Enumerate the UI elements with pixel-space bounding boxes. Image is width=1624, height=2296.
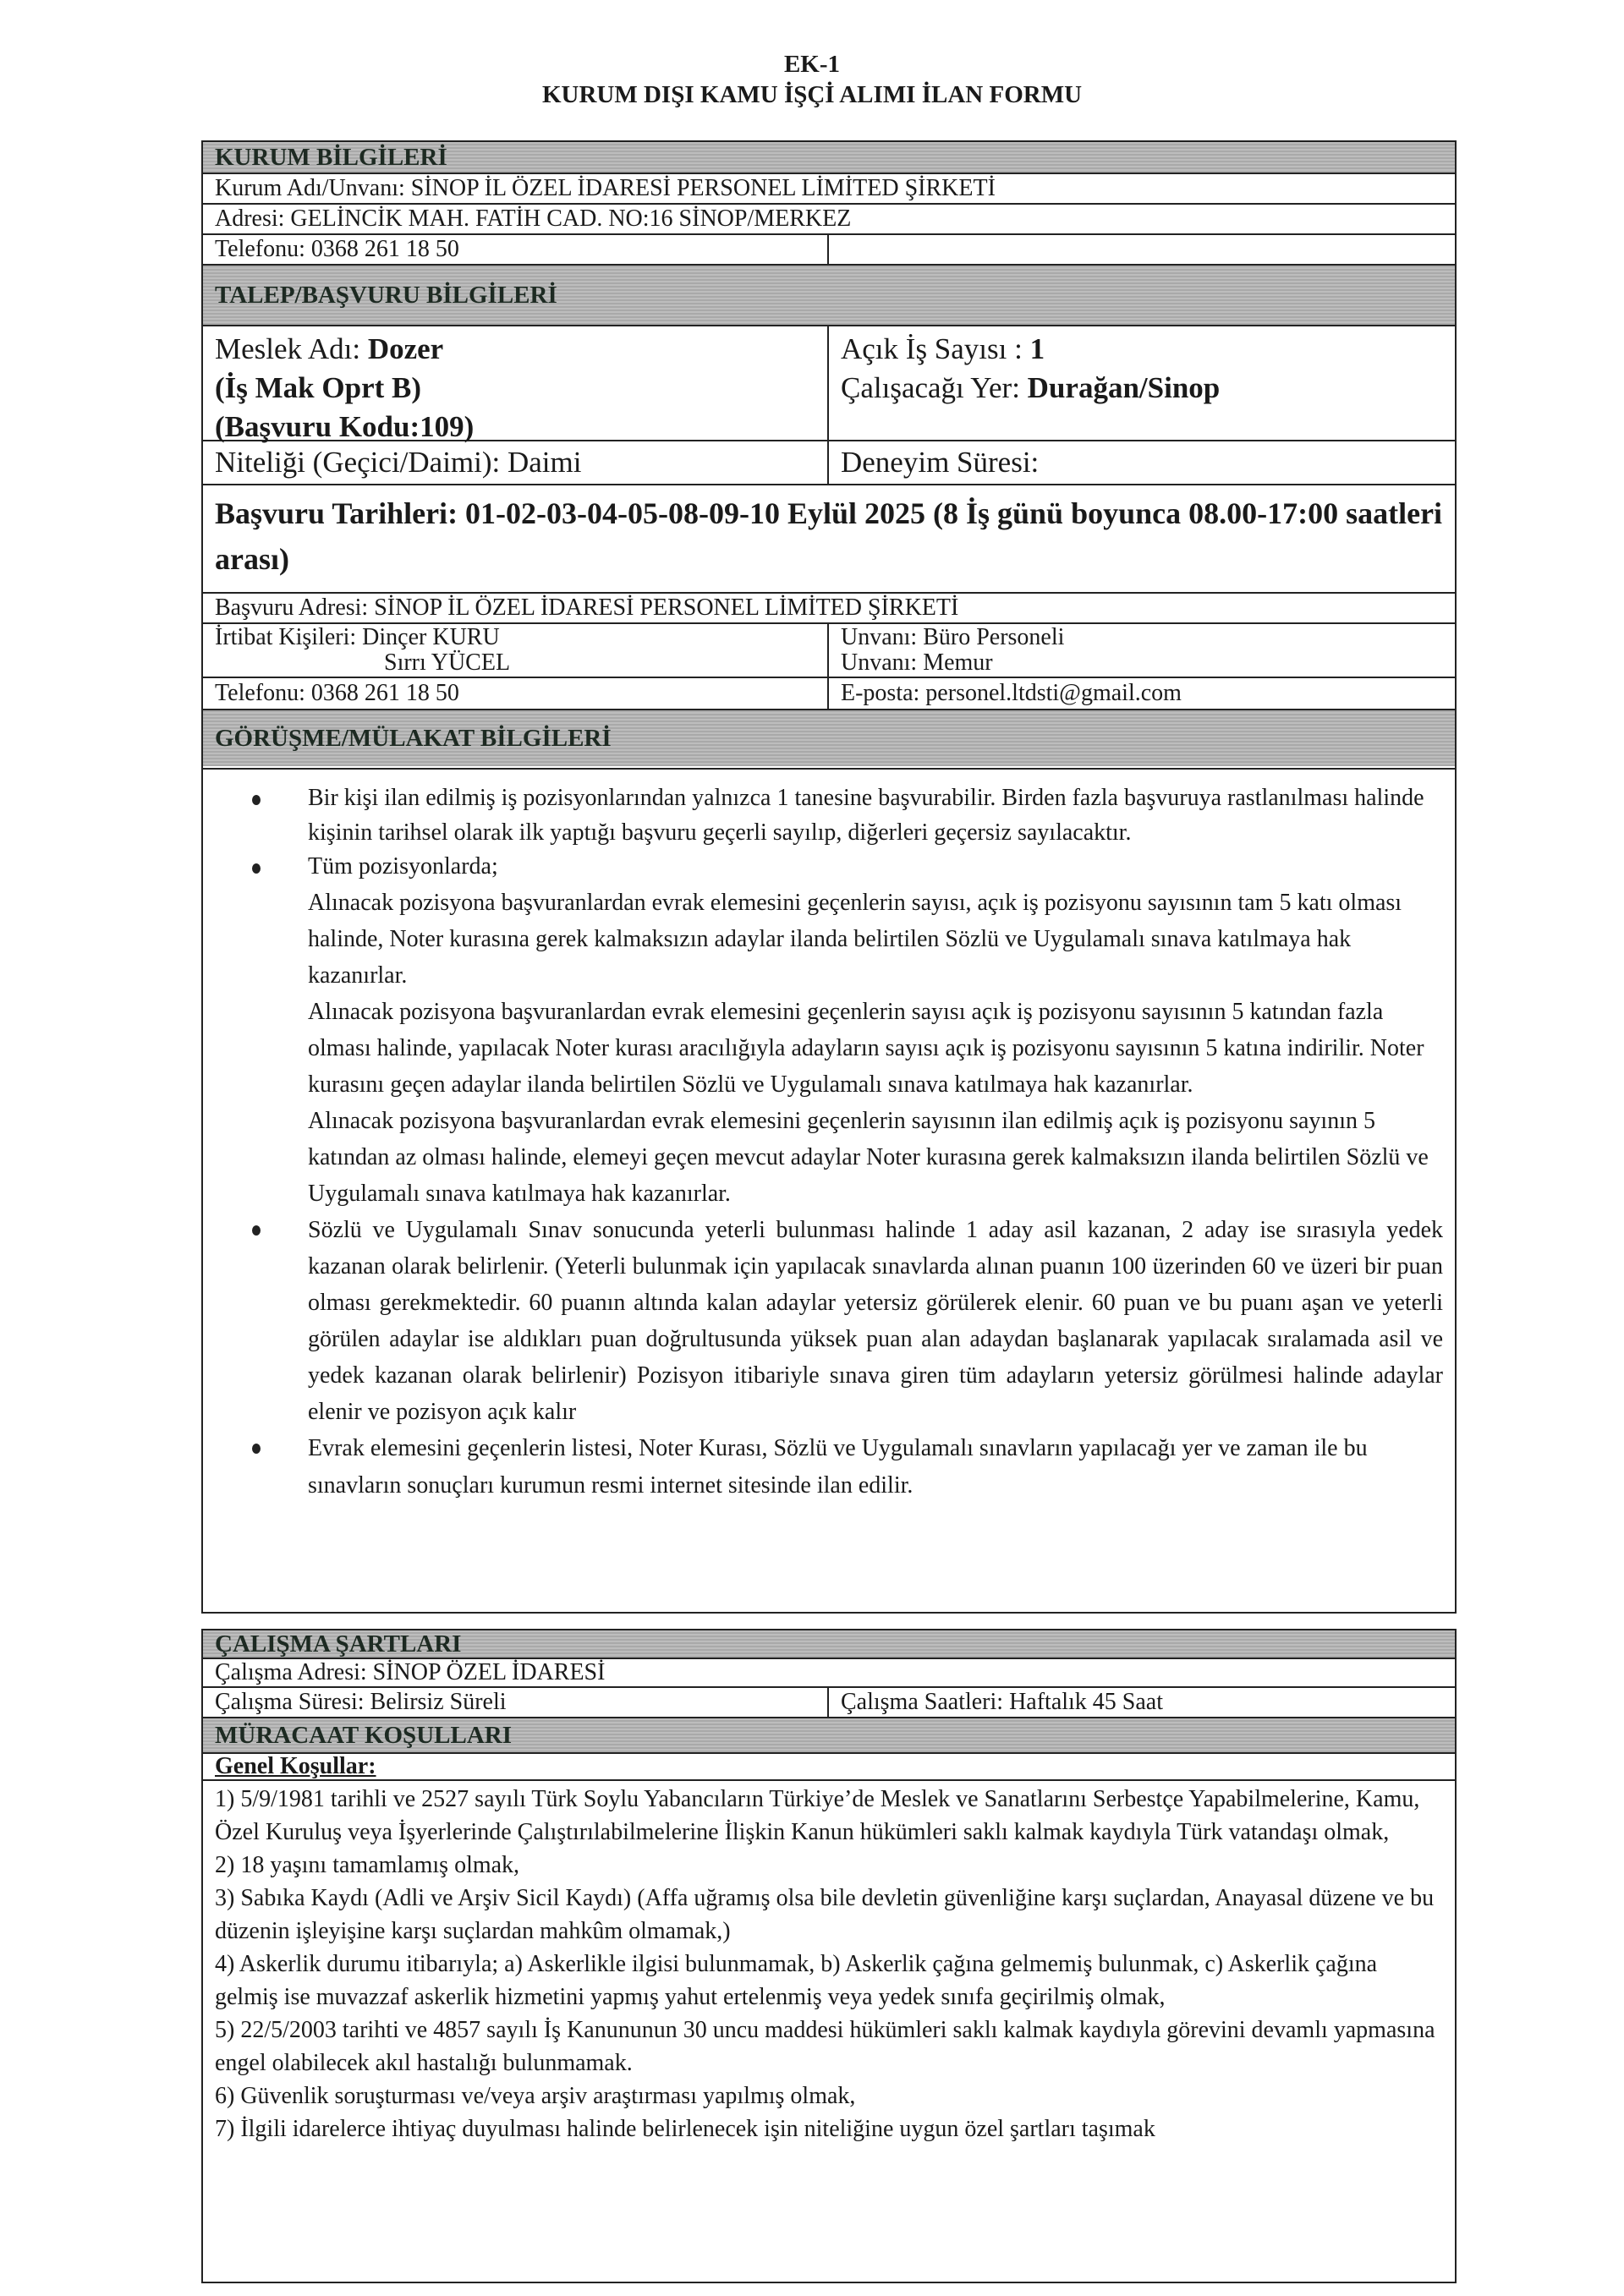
calisacagi-yer [841,369,1220,408]
condition-item: 7) İlgili idarelerce ihtiyaç duyulması halinde belirlenecek işin niteliğine uygun özel şartları taşımak [215,2116,1155,2142]
kurum-name [203,174,1455,205]
meslek-detail: (İş Mak Oprt B) [215,371,422,404]
paragraph: Alınacak pozisyona başvuranlardan evrak elemesini geçenlerin sayısı açık iş pozisyonu sayısının 5 katından fazla olması halinde, yapılacak Noter kurası aracılığıyla adayların sayısı açık iş pozisyonu sayısının 5 katına indirilir. Noter kurasını geçen adaylar ilanda belirtilen Sözlü ve Uygulamalı sınava katılmaya hak kazanırlar. [308,998,1424,1098]
basvuru-adresi-row [203,594,1455,624]
bullet-text: Evrak elemesini geçenlerin listesi, Noter Kurası, Sözlü ve Uygulamalı sınavların yapılacağı yer ve zaman ile bu sınavların sonuçları kurumun resmi internet sitesinde ilan edilir. [308,1434,1368,1499]
kurum-heading-text: KURUM BİLGİLERİ [215,143,447,171]
kurum-phone-row [203,235,1455,266]
meslek-row [203,326,1455,441]
deneyim-suresi: Deneyim Süresi: [841,446,1040,479]
yer-value: Durağan/Sinop [1027,371,1221,404]
form-code: EK-1 [783,51,841,78]
genel-kosullar-row [203,1754,1455,1779]
meslek-name [215,330,815,369]
kurum-name-text: Kurum Adı/Unvanı: SİNOP İL ÖZEL İDARESİ PERSONEL LİMİTED ŞİRKETİ [215,175,996,201]
paragraph: Alınacak pozisyona başvuranlardan evrak elemesini geçenlerin sayısı, açık iş pozisyonu sayısının tam 5 katı olması halinde, Noter kurasına gerek kalmaksızın adaylar ilanda belirtilen Sözlü ve Uygulamalı sınava katılmaya hak kazanırlar. [308,889,1402,989]
list-item [308,1212,1443,1430]
bullet-text: Bir kişi ilan edilmiş iş pozisyonlarından yalnızca 1 tanesine başvurabilir. Birden fazla başvuruya rastlanılması halinde kişinin tarihsel olarak ilk yaptığı başvuru geçerli sayılıp, diğerleri geçersiz sayılacaktır. [308,785,1424,846]
list-item [308,850,1443,1212]
kurum-phone: Telefonu: 0368 261 18 50 [215,236,459,262]
list-item [308,1430,1443,1504]
list-item [308,781,1443,850]
contact-row [203,678,1455,710]
calisma-saatleri: Çalışma Saatleri: Haftalık 45 Saat [841,1689,1164,1715]
unvan-1: Unvanı: Büro Personeli [841,624,1065,650]
talep-heading-text: TALEP/BAŞVURU BİLGİLERİ [215,281,557,309]
contact-phone: Telefonu: 0368 261 18 50 [215,680,459,706]
irtibat-kisi-2: Sırrı YÜCEL [384,649,511,676]
calisma-muracaat-table [201,1629,1457,2283]
kurum-heading [203,142,1455,174]
basvuru-adresi: Başvuru Adresi: SİNOP İL ÖZEL İDARESİ PERSONEL LİMİTED ŞİRKETİ [215,595,959,621]
calisma-adres-row [203,1659,1455,1688]
calisma-suresi: Çalışma Süresi: Belirsiz Süreli [215,1689,507,1715]
acik-value: 1 [1029,332,1045,365]
bullet-icon [252,1225,261,1236]
condition-item: 2) 18 yaşını tamamlamış olmak, [215,1852,520,1878]
kurum-talep-table [201,140,1457,770]
conditions-list [203,1779,1455,2152]
condition-item: 4) Askerlik durumu itibarıyla; a) Askerlikle ilgisi bulunmamak, b) Askerlik çağına gelmemiş bulunmak, c) Askerlik çağına gelmiş ise muvazzaf askerlik hizmetini yapmış yahut ertelenmiş veya yedek sınıfa geçirilmiş olmak, [215,1951,1378,2010]
talep-heading [203,266,1455,326]
calisma-heading-text: ÇALIŞMA ŞARTLARI [215,1630,462,1658]
acik-label: Açık İş Sayısı : [841,332,1030,365]
bullet-icon [252,863,261,874]
calisma-adresi: Çalışma Adresi: SİNOP ÖZEL İDARESİ [215,1659,606,1685]
form-title: KURUM DIŞI KAMU İŞÇİ ALIMI İLAN FORMU [541,81,1083,108]
gorusme-heading [203,710,1455,766]
kurum-address [203,205,1455,235]
yer-label: Çalışacağı Yer: [841,371,1028,404]
muracaat-heading [203,1718,1455,1754]
bullet-icon [252,1444,261,1454]
nitelik: Niteliği (Geçici/Daimi): Daimi [215,446,582,479]
genel-kosullar-heading: Genel Koşullar: [215,1753,376,1779]
calisma-heading [203,1630,1455,1659]
contact-email[interactable]: E-posta: personel.ltdsti@gmail.com [841,680,1182,706]
condition-item: 6) Güvenlik soruşturması ve/veya arşiv araştırması yapılmış olmak, [215,2083,856,2109]
irtibat-row [203,624,1455,678]
bullet-icon [252,795,261,805]
gorusme-section [201,768,1457,1614]
bullet-text: Tüm pozisyonlarda; [308,853,498,879]
nitelik-row [203,441,1455,485]
irtibat-kisi-1: İrtibat Kişileri: Dinçer KURU [215,624,500,650]
basvuru-tarihleri: Başvuru Tarihleri: 01-02-03-04-05-08-09-10 Eylül 2025 (8 İş günü boyunca 08.00-17:00 saatleri arası) [215,496,1443,576]
condition-item: 5) 22/5/2003 tarihti ve 4857 sayılı İş Kanununun 30 uncu maddesi hükümleri saklı kalmak kaydıyla görevini devamlı yapmasına engel olabilecek akıl hastalığı bulunmamak. [215,2017,1435,2076]
condition-item: 3) Sabıka Kaydı (Adli ve Arşiv Sicil Kaydı) (Affa uğramış olsa bile devletin güvenliğine karşı suçlardan, Anayasal düzene ve bu düzenin işleyişine karşı suçlardan mahkûm olmamak,) [215,1885,1435,1944]
meslek-value: Dozer [367,332,444,365]
gorusme-heading-text: GÖRÜŞME/MÜLAKAT BİLGİLERİ [215,724,612,752]
basvuru-kodu: (Başvuru Kodu:109) [215,410,475,443]
bullet-text: Sözlü ve Uygulamalı Sınav sonucunda yeterli bulunması halinde 1 aday asil kazanan, 2 aday ise sırasıyla yedek kazanan olarak belirlenir. (Yeterli bulunmak için yapılacak sınavlarda alınan puanın 100 üzerinden 60 ve üzeri bir puan olması gerekmektedir. 60 puanın altında kalan adaylar yetersiz görülerek elenir. 60 puan ve bu puanı aşan ve yeterli görülen adaylar ise aldıkları puan doğrultusunda yüksek puan alan adaydan başlanarak yapılacak sıralamada asil ve yedek kazanan olarak belirlenir) Pozisyon itibariyle sınava giren tüm adayların yetersiz görülmesi halinde adaylar elenir ve pozisyon açık kalır [308,1216,1443,1425]
meslek-label: Meslek Adı: [215,332,368,365]
unvan-2: Unvanı: Memur [841,649,993,676]
condition-item: 1) 5/9/1981 tarihli ve 2527 sayılı Türk Soylu Yabancıların Türkiye’de Meslek ve Sanatlarını Serbestçe Yapabilmelerine, Kamu, Özel Kuruluş veya İşyerlerinde Çalıştırılabilmelerine İlişkin Kanun hükümleri saklı kalmak kaydıyla Türk vatandaşı olmak, [215,1786,1420,1845]
calisma-sure-row [203,1688,1455,1718]
basvuru-tarihleri-row [203,485,1455,594]
paragraph: Alınacak pozisyona başvuranlardan evrak elemesini geçenlerin sayısının ilan edilmiş açık iş pozisyonu sayının 5 katından az olması halinde, elemeyi geçen mevcut adaylar Noter kurasına gerek kalmaksızın ilanda belirtilen Sözlü ve Uygulamalı sınava katılmaya hak kazanırlar. [308,1107,1429,1207]
acik-is-sayisi [841,330,1220,369]
kurum-address-text: Adresi: GELİNCİK MAH. FATİH CAD. NO:16 SİNOP/MERKEZ [215,205,852,232]
muracaat-heading-text: MÜRACAAT KOŞULLARI [215,1721,512,1749]
